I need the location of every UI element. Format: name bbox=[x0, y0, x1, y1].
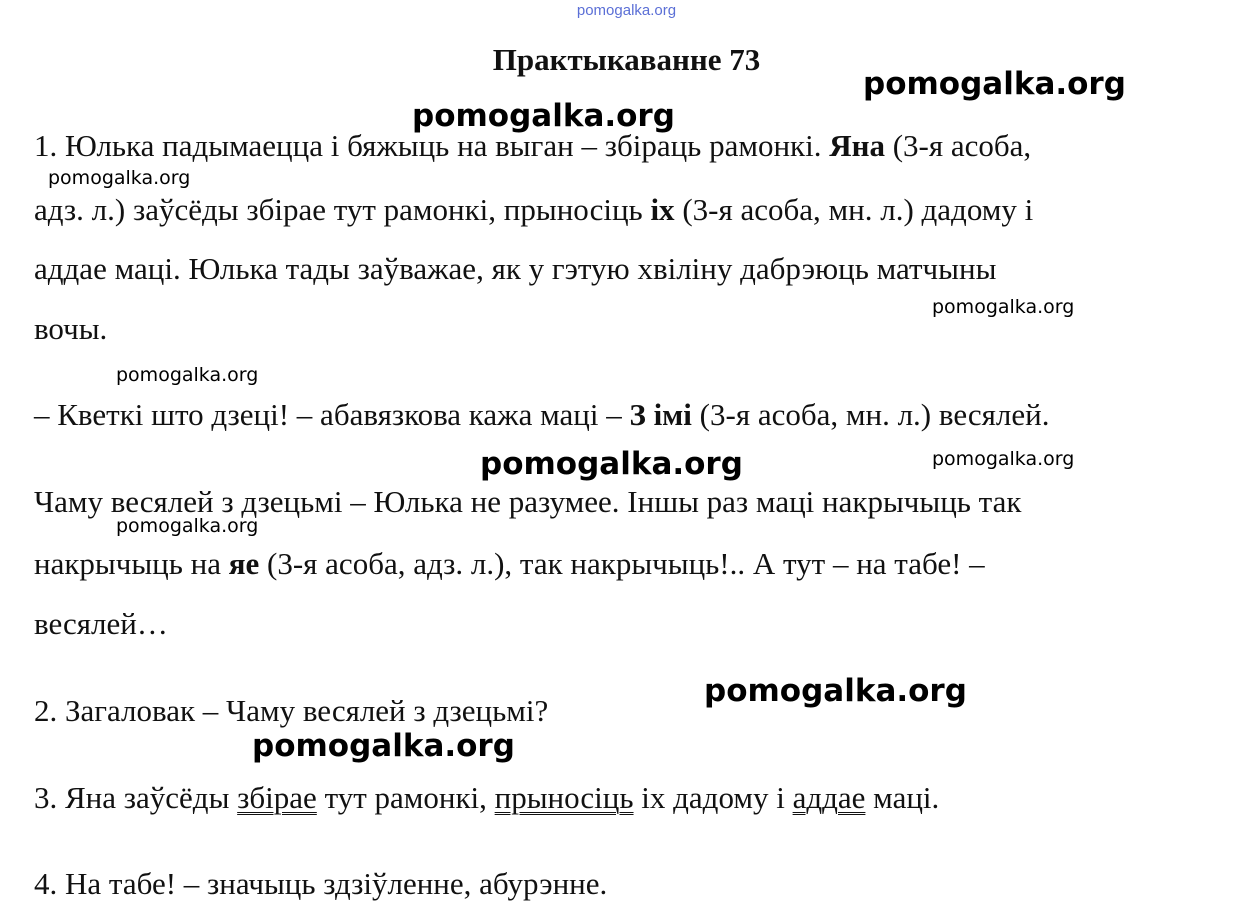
text-segment: – Кветкі што дзеці! – абавязкова кажа маці – bbox=[34, 397, 630, 432]
text-line-4: вочы. bbox=[34, 311, 108, 346]
text-segment: тут рамонкі, bbox=[316, 780, 495, 815]
text-segment: іх дадому і bbox=[633, 780, 793, 815]
text-segment: (3-я асоба, мн. л.) весялей. bbox=[691, 397, 1050, 432]
text-line-6: Чаму весялей з дзецьмі – Юлька не разумее. Іншы раз маці накрычыць так bbox=[34, 484, 1022, 519]
watermark: pomogalka.org bbox=[704, 673, 967, 709]
site-link[interactable]: pomogalka.org bbox=[576, 2, 677, 19]
watermark: pomogalka.org bbox=[412, 98, 675, 134]
watermark: pomogalka.org bbox=[932, 296, 1075, 318]
watermark: pomogalka.org bbox=[863, 66, 1126, 102]
bold-pronoun: З імі bbox=[629, 397, 692, 432]
text-line-8: весялей… bbox=[34, 606, 168, 641]
text-segment: 3. Яна заўсёды bbox=[34, 780, 238, 815]
underlined-verb: аддае bbox=[792, 780, 866, 815]
text-segment: накрычыць на bbox=[34, 546, 229, 581]
text-segment: (3-я асоба, bbox=[884, 128, 1032, 163]
text-segment: (3-я асоба, мн. л.) дадому і bbox=[674, 192, 1034, 227]
underlined-verb: прыносіць bbox=[494, 780, 634, 815]
watermark: pomogalka.org bbox=[252, 728, 515, 764]
text-line-7 bbox=[34, 546, 985, 582]
page-title: Практыкаванне 73 bbox=[492, 42, 761, 77]
bold-pronoun: іх bbox=[650, 192, 675, 227]
text-segment: (3-я асоба, адз. л.), так накрычыць!.. А тут – на табе! – bbox=[259, 546, 985, 581]
underlined-verb: збірае bbox=[237, 780, 317, 815]
watermark: pomogalka.org bbox=[480, 446, 743, 482]
bold-pronoun: Яна bbox=[829, 128, 885, 163]
text-line-5 bbox=[34, 397, 1049, 433]
bold-pronoun: яе bbox=[228, 546, 260, 581]
text-line-10 bbox=[34, 780, 939, 816]
watermark: pomogalka.org bbox=[116, 364, 259, 386]
text-line-3: аддае маці. Юлька тады заўважае, як у гэтую хвіліну дабрэюць матчыны bbox=[34, 251, 997, 286]
text-segment: адз. л.) заўсёды збірае тут рамонкі, прыносіць bbox=[34, 192, 651, 227]
text-segment: 1. Юлька падымаецца і бяжыць на выган – збіраць рамонкі. bbox=[34, 128, 830, 163]
text-line-2 bbox=[34, 192, 1033, 228]
text-line-11: 4. На табе! – значыць здзіўленне, абурэнне. bbox=[34, 866, 608, 901]
watermark: pomogalka.org bbox=[48, 167, 191, 189]
watermark: pomogalka.org bbox=[116, 515, 259, 537]
watermark: pomogalka.org bbox=[932, 448, 1075, 470]
text-segment: маці. bbox=[865, 780, 940, 815]
text-line-9: 2. Загаловак – Чаму весялей з дзецьмі? bbox=[34, 693, 549, 728]
